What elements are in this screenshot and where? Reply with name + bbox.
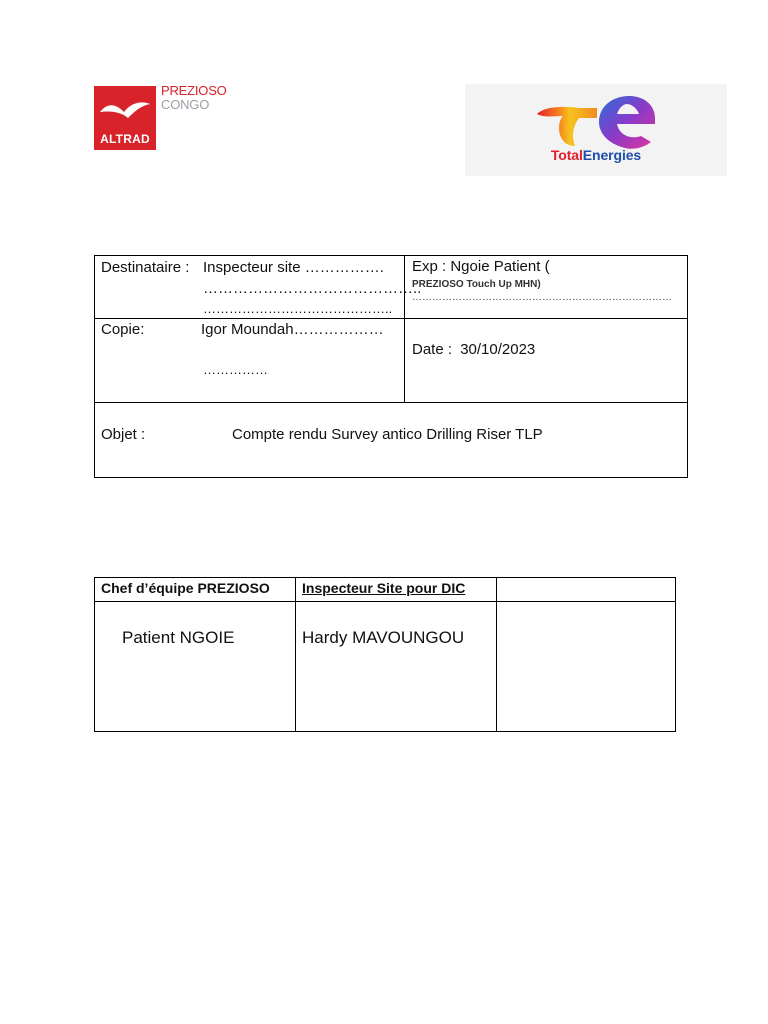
- signature-table: [94, 577, 676, 732]
- destinataire-value: Inspecteur site …………….: [203, 259, 384, 276]
- prezioso-altrad-logo: [94, 84, 234, 152]
- bird-icon: [94, 92, 156, 132]
- congo-brand-text: CONGO: [161, 97, 210, 112]
- totalenergies-logo: [465, 84, 727, 176]
- copie-label: Copie:: [101, 321, 145, 338]
- objet-label: Objet :: [101, 426, 146, 443]
- chef-equipe-name: Patient NGOIE: [122, 628, 235, 647]
- totalenergies-wordmark: [465, 147, 727, 163]
- date-value: 30/10/2023: [460, 341, 536, 358]
- objet-value: Compte rendu Survey antico Drilling Riser TLP: [232, 426, 543, 443]
- altrad-badge: [94, 86, 156, 150]
- prezioso-brand-text: PREZIOSO: [161, 83, 227, 98]
- memo-header-table: [94, 255, 688, 478]
- destinataire-label: Destinataire :: [101, 259, 190, 276]
- copie-dots: ……………: [203, 362, 268, 377]
- date-label: Date :: [412, 341, 453, 358]
- inspecteur-site-header: Inspecteur Site pour DIC: [302, 580, 466, 596]
- destinataire-dots-line2: ……………………………………..: [203, 301, 393, 316]
- destinataire-dots-line1: ……………………………………..: [203, 280, 422, 297]
- energies-text: Energies: [582, 147, 642, 163]
- date-field: [412, 341, 535, 358]
- total-text: Total: [550, 147, 583, 163]
- copie-value: Igor Moundah………………: [201, 321, 384, 338]
- exp-dots: ……………………………………………………………………: [412, 292, 672, 303]
- altrad-label: ALTRAD: [100, 132, 150, 146]
- totalenergies-mark-icon: [535, 92, 657, 152]
- chef-equipe-header: Chef d’équipe PREZIOSO: [101, 580, 270, 596]
- inspecteur-site-name: Hardy MAVOUNGOU: [302, 628, 465, 647]
- exp-value: Exp : Ngoie Patient (: [412, 258, 550, 275]
- exp-company: PREZIOSO Touch Up MHN): [412, 279, 541, 290]
